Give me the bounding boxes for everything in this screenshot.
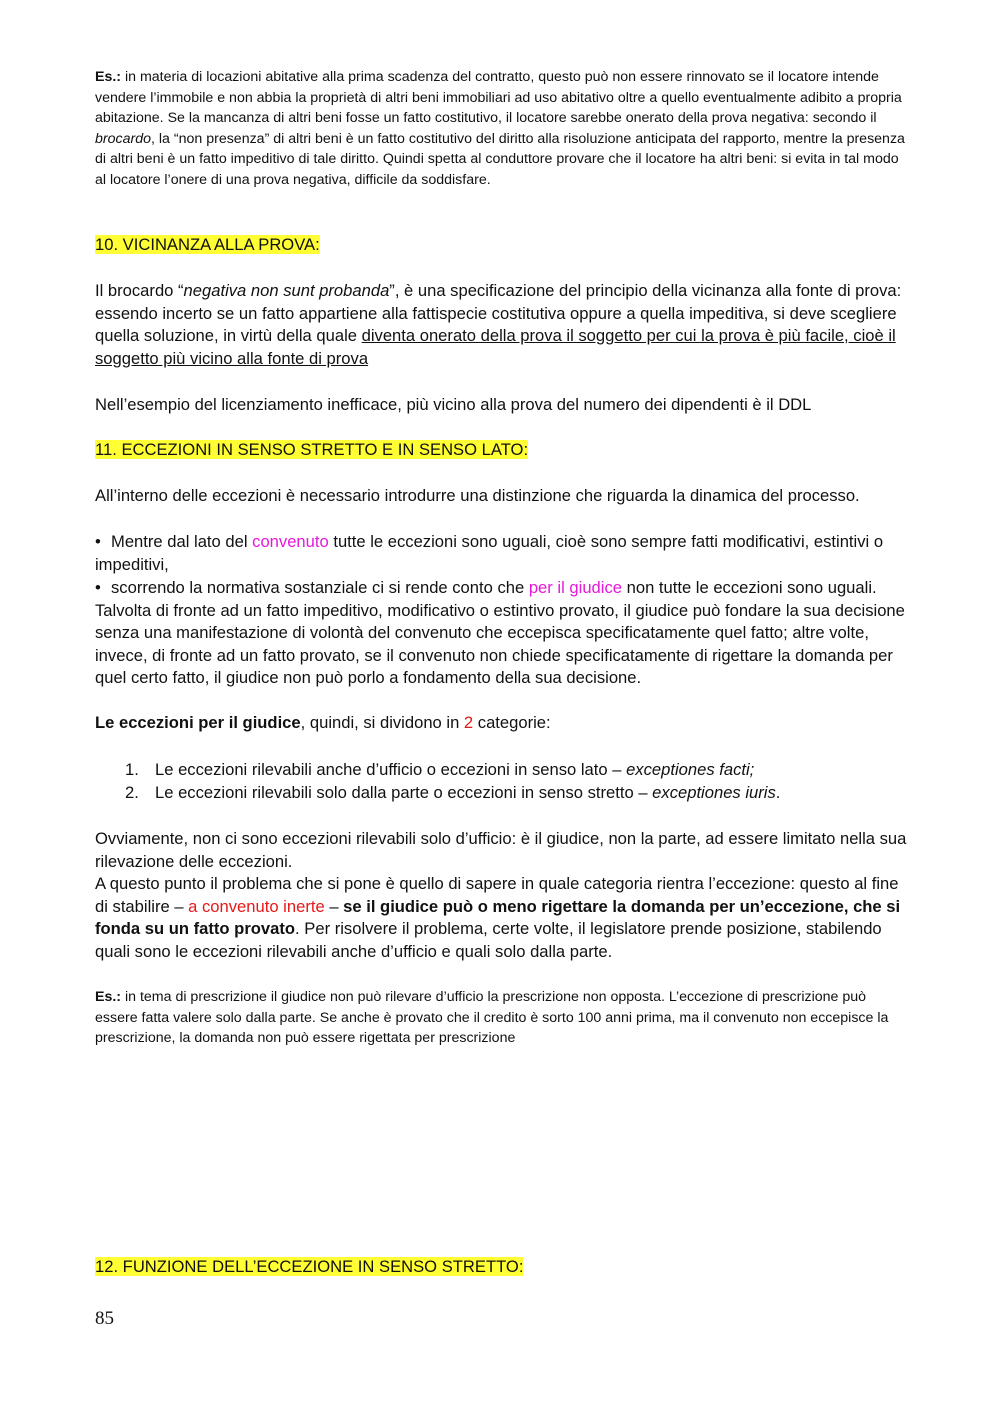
paragraph-vicinanza: Il brocardo “negativa non sunt probanda”, è una specificazione del principio della vicinanza alla fonte di prova: essendo incerto se un fatto appartiene alla fattispecie costitutiva oppure a quella impeditiva, si deve scegliere quella soluzione, in virtù della quale diventa onerato della prova il soggetto per cui la prova è più facile, cioè il soggetto più vicino alla fonte di prova: [95, 281, 902, 368]
paragraph-problema: A questo punto il problema che si pone è quello di sapere in quale categoria rientra l’eccezione: questo al fine di stabilire – a convenuto inerte – se il giudice può o meno rigettare la domanda per un’eccezione, che si fonda su un fatto provato. Per risolvere il problema, certe volte, il legislatore prende posizione, stabilendo quali sono le eccezioni rilevabili anche d’ufficio e quali solo dalla parte.: [95, 874, 901, 961]
bullet-icon: •: [95, 532, 101, 551]
example-paragraph-prescrizione: Es.: in tema di prescrizione il giudice non può rilevare d’ufficio la prescrizione non opposta. L’eccezione di prescrizione può essere fatta valere solo dalla parte. Se anche è provato che il credito è sorto 100 anni prima, ma il convenuto non eccepisce la prescrizione, la domanda non può essere rigettata per prescrizione: [95, 989, 889, 1047]
bullet-convenuto: • Mentre dal lato del convenuto tutte le eccezioni sono uguali, cioè sono sempre fatti modificativi, estintivi o impeditivi,: [95, 532, 884, 574]
example-label: Es.:: [95, 989, 122, 1005]
list-item: 1. Le eccezioni rilevabili anche d’ufficio o eccezioni in senso lato – exceptiones facti;: [125, 760, 755, 779]
underlined-principle: diventa onerato della prova il soggetto per cui la prova è più facile, cioè il soggetto più vicino alla fonte di prova: [95, 326, 896, 368]
section-heading-11: 11. ECCEZIONI IN SENSO STRETTO E IN SENSO LATO:: [95, 440, 529, 459]
bullet-giudice: • scorrendo la normativa sostanziale ci si rende conto che per il giudice non tutte le eccezioni sono uguali. Talvolta di fronte ad un fatto impeditivo, modificativo o estintivo provato, il giudice può fondare la sua decisione senza una manifestazione di volontà del convenuto che eccepisca specificatamente quel fatto; altre volte, invece, di fronte ad un fatto provato, se il convenuto non chiede specificatamente di rigettare la domanda per quel certo fatto, il giudice non può porlo a fondamento della sua decisione.: [95, 578, 905, 688]
section-heading-12: 12. FUNZIONE DELL’ECCEZIONE IN SENSO STRETTO:: [95, 1257, 524, 1276]
section-heading-10: 10. VICINANZA ALLA PROVA:: [95, 235, 320, 254]
paragraph-distinzione: All’interno delle eccezioni è necessario introdurre una distinzione che riguarda la dinamica del processo.: [95, 486, 860, 505]
list-item: 2. Le eccezioni rilevabili solo dalla parte o eccezioni in senso stretto – exceptiones iuris.: [125, 782, 781, 802]
paragraph-ovviamente: Ovviamente, non ci sono eccezioni rilevabili solo d’ufficio: è il giudice, non la parte, ad essere limitato nella sua rilevazione delle eccezioni.: [95, 829, 907, 871]
example-paragraph-locazioni: Es.: in materia di locazioni abitative alla prima scadenza del contratto, questo può non essere rinnovato se il locatore intende vendere l’immobile e non abbia la proprietà di altri beni immobiliari ad uso abitativo oltre a quello eventualmente adibito a propria abitazione. Se la mancanza di altri beni fosse un fatto costitutivo, il locatore sarebbe onerato della prova negativa: secondo il brocardo, la “non presenza” di altri beni è un fatto costitutivo del diritto alla risoluzione anticipata del rapporto, mentre la presenza di altri beni è un fatto impeditivo di tale diritto. Quindi spetta al conduttore provare che il locatore ha altri beni: si evita in tal modo al locatore l’onere di una prova negativa, difficile da soddisfare.: [95, 69, 905, 188]
example-label: Es.:: [95, 69, 122, 85]
numbered-list: [95, 759, 907, 804]
paragraph-licenziamento: Nell’esempio del licenziamento inefficace, più vicino alla prova del numero dei dipendenti è il DDL: [95, 395, 812, 414]
page-number: 85: [95, 1308, 114, 1329]
bullet-icon: •: [95, 578, 101, 597]
paragraph-categorie: Le eccezioni per il giudice, quindi, si dividono in 2 categorie:: [95, 713, 551, 732]
